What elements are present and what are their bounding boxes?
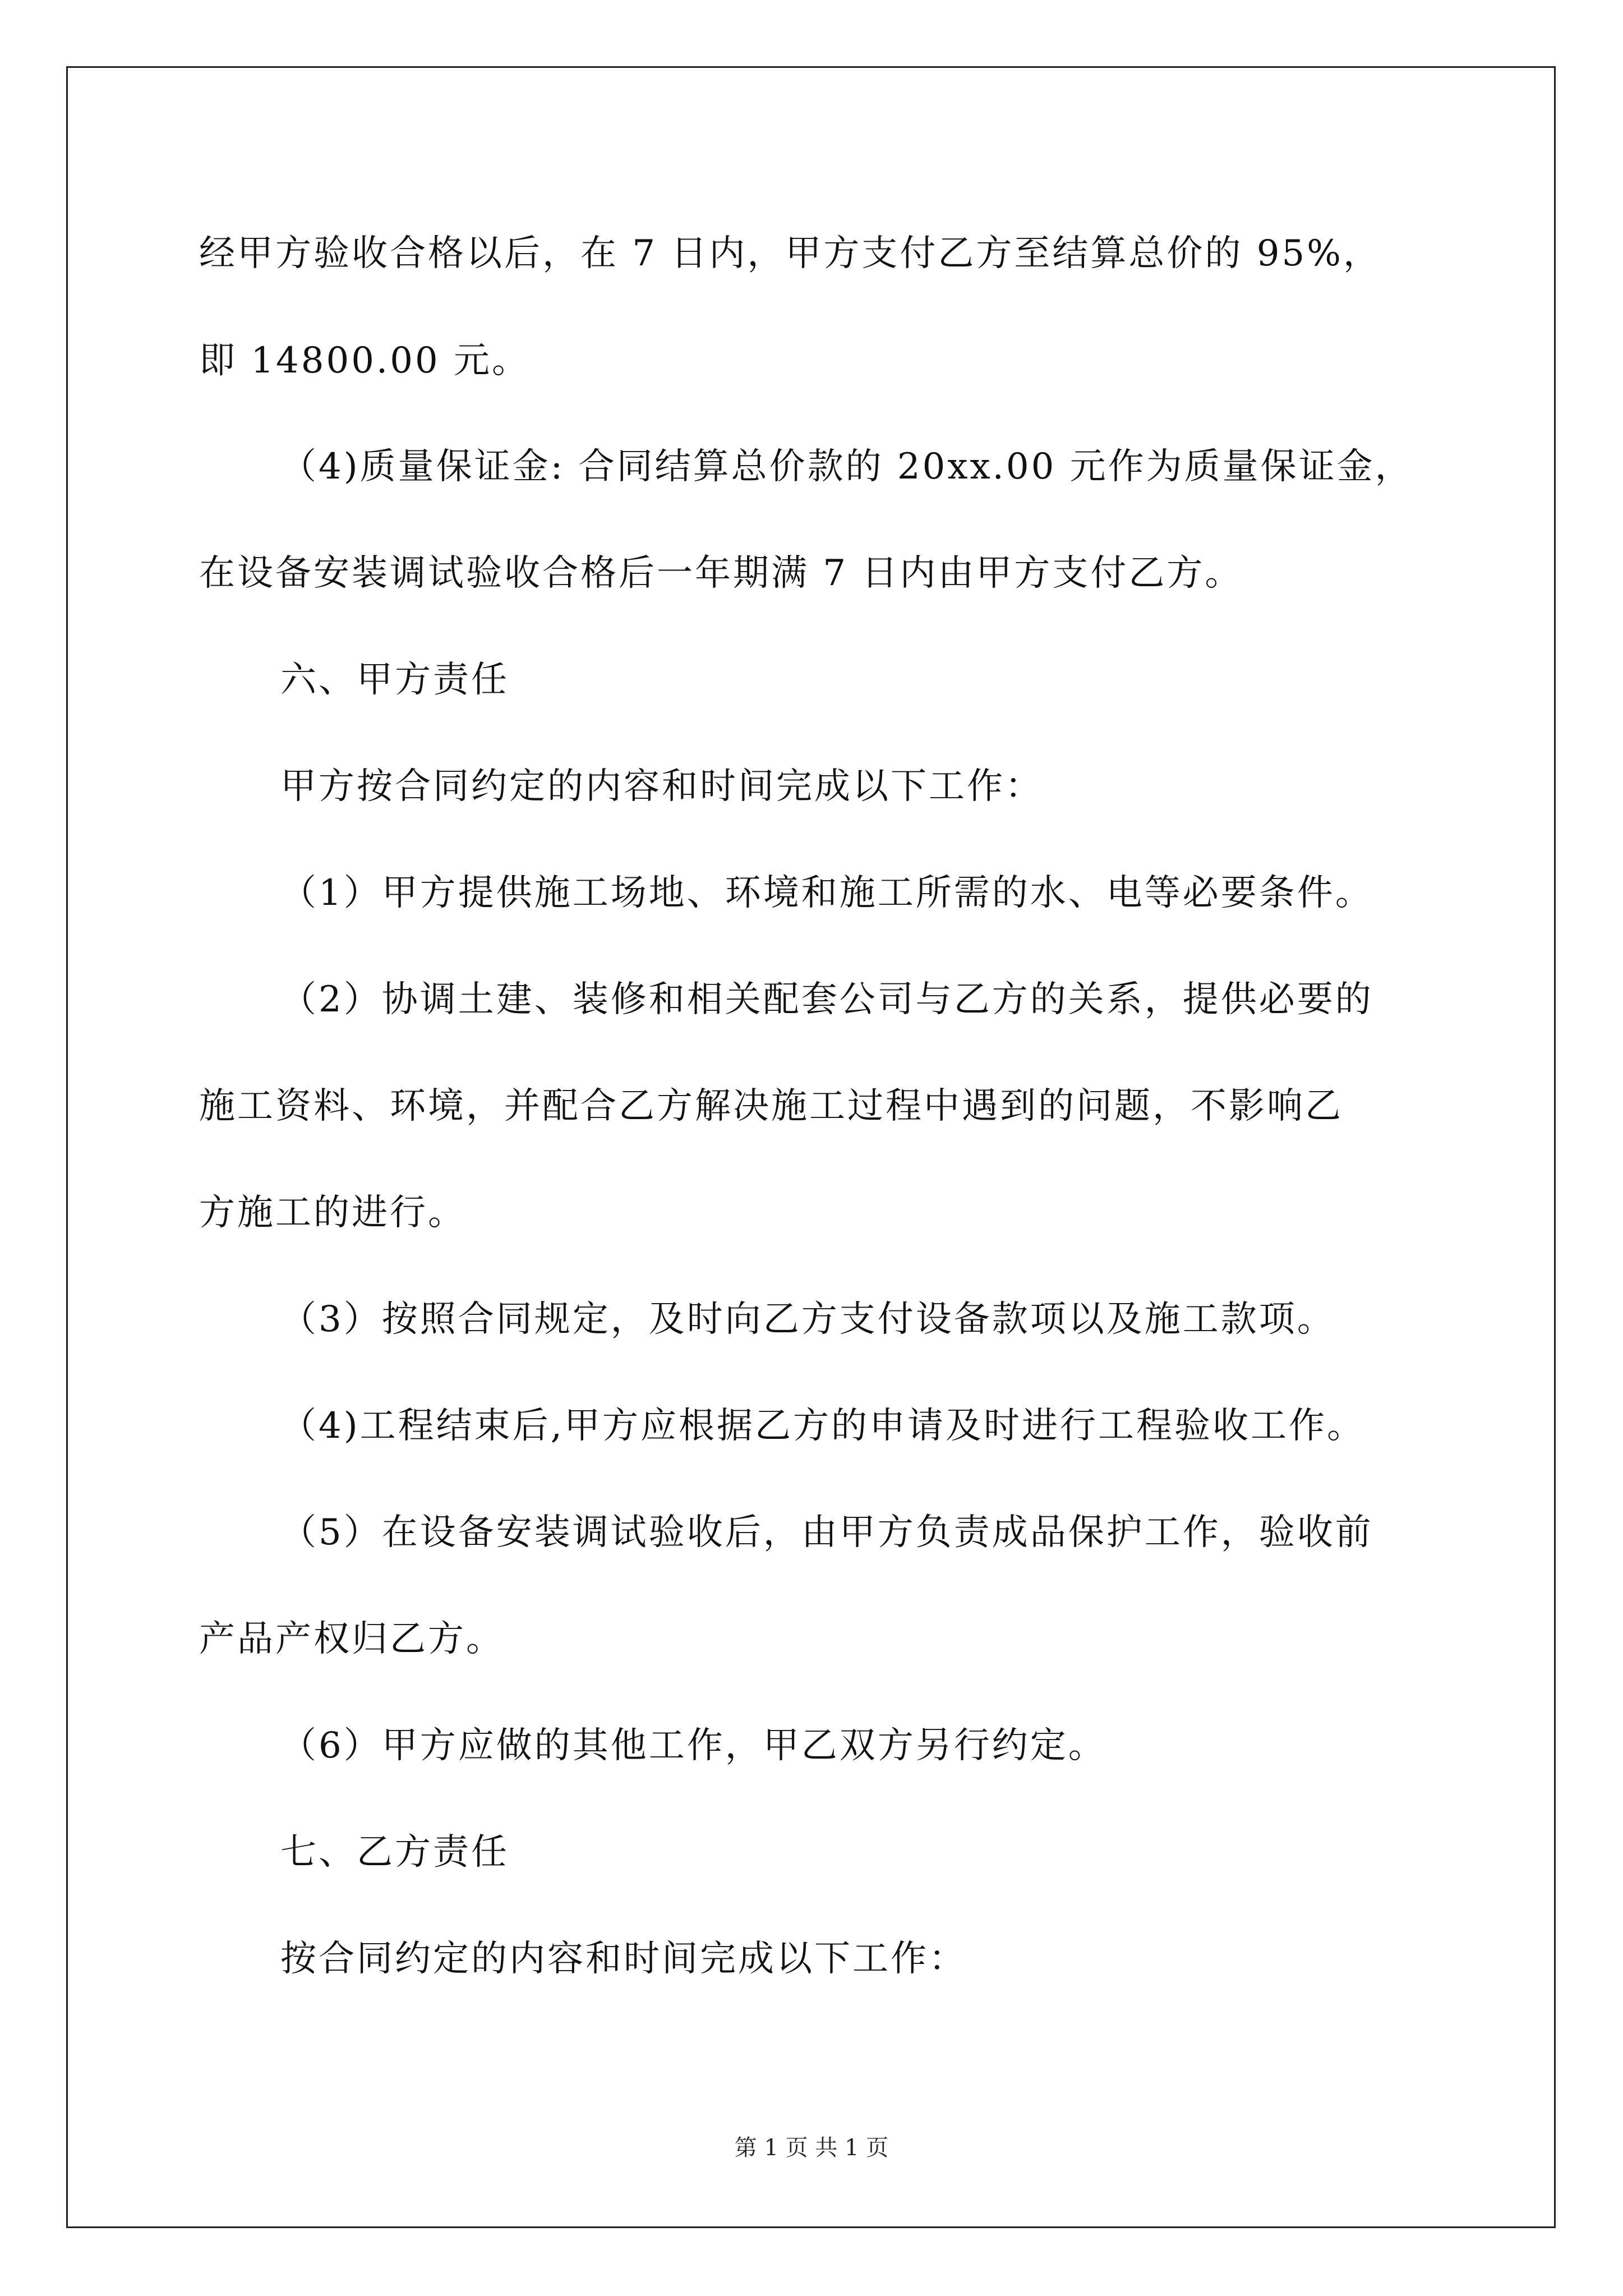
paragraph-line: 方施工的进行。 [199, 1192, 466, 1234]
list-item: （3）按照合同规定，及时向乙方支付设备款项以及施工款项。 [280, 1299, 1335, 1340]
paragraph-line: 在设备安装调试验收合格后一年期满 7 日内由甲方支付乙方。 [199, 553, 1243, 594]
list-item: （5）在设备安装调试验收后，由甲方负责成品保护工作，验收前 [280, 1512, 1373, 1553]
paragraph-line: 经甲方验收合格以后，在 7 日内，甲方支付乙方至结算总价的 95%， [199, 233, 1381, 274]
paragraph-line: 按合同约定的内容和时间完成以下工作： [280, 1938, 967, 1980]
paragraph-line: （4)质量保证金: 合同结算总价款的 20xx.00 元作为质量保证金， [280, 446, 1413, 487]
list-item: （4)工程结束后,甲方应根据乙方的申请及时进行工程验收工作。 [280, 1405, 1366, 1447]
section-heading: 七、乙方责任 [280, 1832, 509, 1873]
page-border [66, 66, 1556, 2228]
page-footer: 第 1 页 共 1 页 [734, 2135, 889, 2161]
section-heading: 六、甲方责任 [280, 659, 509, 701]
paragraph-line: 施工资料、环境，并配合乙方解决施工过程中遇到的问题，不影响乙 [199, 1085, 1343, 1127]
paragraph-line: 甲方按合同约定的内容和时间完成以下工作： [280, 766, 1043, 807]
list-item: （2）协调土建、装修和相关配套公司与乙方的关系，提供必要的 [280, 979, 1373, 1020]
paragraph-line: 即 14800.00 元。 [199, 340, 531, 381]
list-item: （6）甲方应做的其他工作，甲乙双方另行约定。 [280, 1725, 1106, 1766]
list-item: （1）甲方提供施工场地、环境和施工所需的水、电等必要条件。 [280, 872, 1373, 914]
paragraph-line: 产品产权归乙方。 [199, 1618, 504, 1660]
